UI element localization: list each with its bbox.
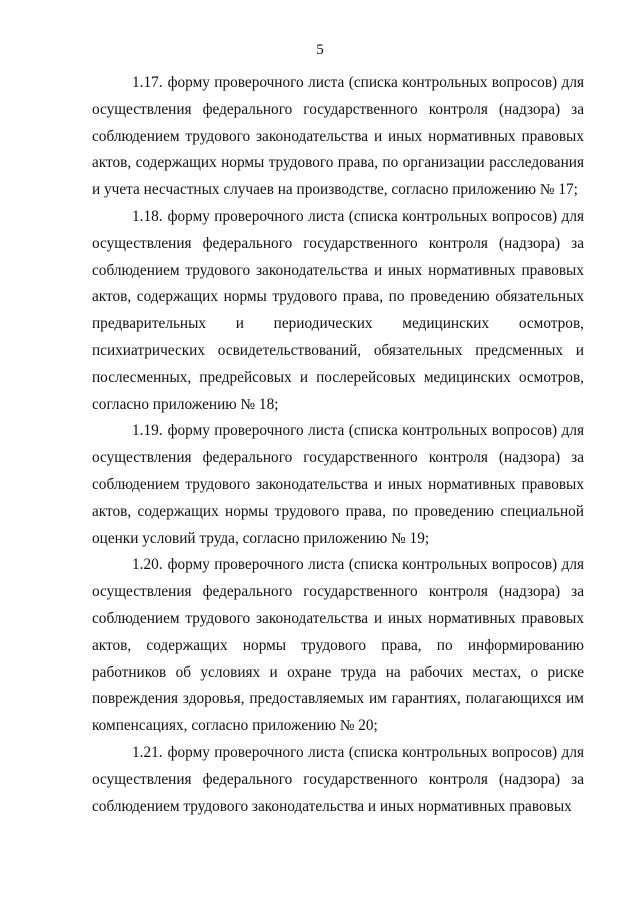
paragraph-number: 1.18. (132, 207, 163, 225)
paragraph-number: 1.19. (132, 422, 163, 440)
paragraph-text: форму проверочного листа (списка контрольных вопросов) для осуществления федерального государственного контроля (надзора) за соблюдением трудового законодательства и иных нормативных правовых актов, содержащих нормы трудового права, по организации расследования и учета несчастных случаев на производстве, согласно приложению № 17; (92, 74, 584, 199)
paragraph-1-20 (92, 552, 584, 740)
paragraph-1-19 (92, 418, 584, 552)
paragraph-text: форму проверочного листа (списка контрольных вопросов) для осуществления федерального государственного контроля (надзора) за соблюдением трудового законодательства и иных нормативных правовых актов, содержащих нормы трудового права, по информированию работников об условиях и охране труда на рабочих местах, о риске повреждения здоровья, предоставляемых им гарантиях, полагающихся им компенсациях, согласно приложению № 20; (92, 556, 584, 735)
paragraph-text: форму проверочного листа (списка контрольных вопросов) для осуществления федерального государственного контроля (надзора) за соблюдением трудового законодательства и иных нормативных правовых (92, 743, 584, 815)
paragraph-text: форму проверочного листа (списка контрольных вопросов) для осуществления федерального государственного контроля (надзора) за соблюдением трудового законодательства и иных нормативных правовых актов, содержащих нормы трудового права, по проведению обязательных предварительных и периодических медицинских осмотров, психиатрических освидетельствований, обязательных предсменных и послесменных, предрейсовых и послерейсовых медицинских осмотров, согласно приложению № 18; (92, 207, 584, 413)
paragraph-number: 1.20. (132, 556, 163, 574)
paragraph-1-18 (92, 204, 584, 418)
paragraph-number: 1.17. (132, 74, 163, 91)
document-body (92, 70, 584, 820)
paragraph-number: 1.21. (132, 743, 163, 761)
paragraph-1-17 (92, 70, 584, 204)
paragraph-1-21 (92, 740, 584, 820)
page-number: 5 (316, 42, 324, 58)
paragraph-text: форму проверочного листа (списка контрольных вопросов) для осуществления федерального государственного контроля (надзора) за соблюдением трудового законодательства и иных нормативных правовых актов, содержащих нормы трудового права, по проведению специальной оценки условий труда, согласно приложению № 19; (92, 422, 584, 547)
